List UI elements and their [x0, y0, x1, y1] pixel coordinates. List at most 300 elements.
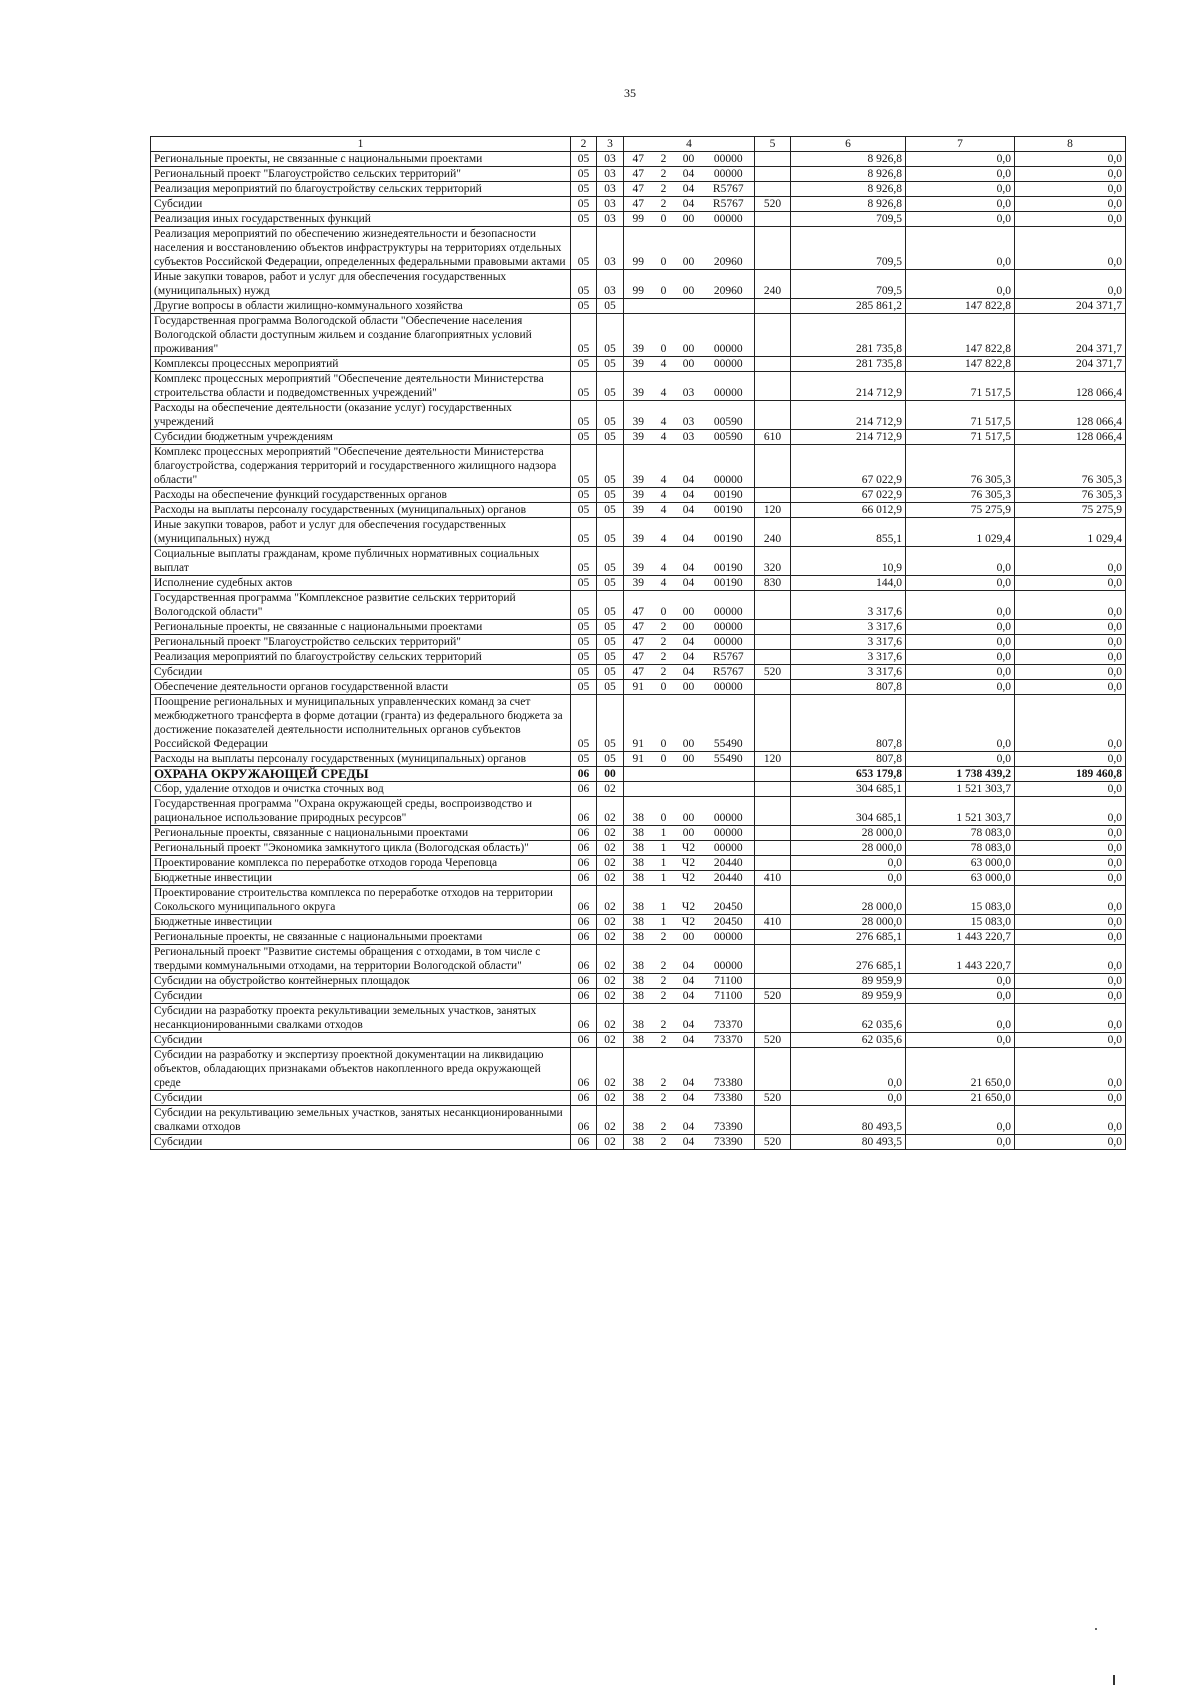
direction-code-cell: 55490	[703, 695, 755, 752]
table-row	[151, 314, 1126, 357]
project-code-cell: 04	[675, 503, 703, 518]
scan-speck	[1095, 1628, 1097, 1630]
row-name-cell: Субсидии бюджетным учреждениям	[151, 430, 571, 445]
subsection-code-cell: 05	[597, 503, 624, 518]
amount-col6-cell: 8 926,8	[791, 167, 906, 182]
section-code-cell: 05	[571, 270, 597, 299]
subsection-code-cell: 02	[597, 1004, 624, 1033]
amount-col6-cell: 28 000,0	[791, 886, 906, 915]
amount-col7-cell: 15 083,0	[906, 886, 1015, 915]
subprogram-code-cell: 4	[653, 372, 675, 401]
program-code-cell: 47	[624, 197, 653, 212]
amount-col7-cell: 0,0	[906, 650, 1015, 665]
amount-col7-cell: 1 443 220,7	[906, 945, 1015, 974]
amount-col7-cell: 21 650,0	[906, 1091, 1015, 1106]
expense-type-cell	[755, 372, 791, 401]
program-code-cell: 47	[624, 167, 653, 182]
amount-col6-cell: 276 685,1	[791, 945, 906, 974]
subprogram-code-cell: 4	[653, 430, 675, 445]
row-name-cell: Сбор, удаление отходов и очистка сточных вод	[151, 782, 571, 797]
program-code-cell: 39	[624, 518, 653, 547]
subprogram-code-cell: 0	[653, 695, 675, 752]
amount-col7-cell: 63 000,0	[906, 871, 1015, 886]
row-name-cell: Реализация иных государственных функций	[151, 212, 571, 227]
project-code-cell: 00	[675, 152, 703, 167]
direction-code-cell: 00590	[703, 401, 755, 430]
expense-type-cell	[755, 945, 791, 974]
section-code-cell: 05	[571, 445, 597, 488]
table-row	[151, 152, 1126, 167]
expense-type-cell: 520	[755, 1091, 791, 1106]
subsection-code-cell: 05	[597, 650, 624, 665]
subsection-code-cell: 05	[597, 576, 624, 591]
section-code-cell: 06	[571, 797, 597, 826]
amount-col7-cell: 0,0	[906, 665, 1015, 680]
program-code-cell: 38	[624, 1106, 653, 1135]
expense-type-cell	[755, 695, 791, 752]
section-code-cell: 05	[571, 635, 597, 650]
expense-type-cell	[755, 841, 791, 856]
direction-code-cell: 73380	[703, 1091, 755, 1106]
amount-col8-cell: 128 066,4	[1015, 401, 1126, 430]
program-code-cell: 38	[624, 1033, 653, 1048]
header-col-2: 2	[571, 137, 597, 152]
subsection-code-cell: 05	[597, 518, 624, 547]
table-row	[151, 167, 1126, 182]
subprogram-code-cell: 2	[653, 1135, 675, 1150]
program-code-cell: 39	[624, 372, 653, 401]
row-name-cell: Поощрение региональных и муниципальных управленческих команд за счет межбюджетного трансферта в форме дотации (гранта) из федерального бюджета за достижение показателей деятельности исполнительных органов субъектов Российской Федерации	[151, 695, 571, 752]
subprogram-code-cell: 2	[653, 945, 675, 974]
subprogram-code-cell: 0	[653, 752, 675, 767]
table-row	[151, 680, 1126, 695]
amount-col8-cell: 0,0	[1015, 591, 1126, 620]
table-row	[151, 357, 1126, 372]
amount-col7-cell: 78 083,0	[906, 826, 1015, 841]
project-code-cell: 00	[675, 620, 703, 635]
expense-type-cell	[755, 1048, 791, 1091]
table-row	[151, 372, 1126, 401]
section-code-cell: 06	[571, 1048, 597, 1091]
project-code-cell: 04	[675, 1135, 703, 1150]
row-name-cell: Государственная программа "Комплексное развитие сельских территорий Вологодской области"	[151, 591, 571, 620]
expense-type-cell: 410	[755, 871, 791, 886]
amount-col6-cell: 62 035,6	[791, 1004, 906, 1033]
table-row	[151, 797, 1126, 826]
program-code-cell: 38	[624, 1135, 653, 1150]
table-row	[151, 974, 1126, 989]
program-code-cell: 99	[624, 212, 653, 227]
amount-col6-cell: 285 861,2	[791, 299, 906, 314]
subsection-code-cell: 02	[597, 930, 624, 945]
direction-code-cell: 20440	[703, 871, 755, 886]
project-code-cell: Ч2	[675, 856, 703, 871]
table-row	[151, 841, 1126, 856]
budget-table	[150, 136, 1126, 1150]
direction-code-cell	[703, 782, 755, 797]
amount-col8-cell: 0,0	[1015, 680, 1126, 695]
amount-col8-cell: 189 460,8	[1015, 767, 1126, 782]
subsection-code-cell: 02	[597, 1135, 624, 1150]
amount-col6-cell: 80 493,5	[791, 1106, 906, 1135]
direction-code-cell: 00000	[703, 212, 755, 227]
row-name-cell: Реализация мероприятий по благоустройству сельских территорий	[151, 182, 571, 197]
table-row	[151, 1048, 1126, 1091]
table-row	[151, 1106, 1126, 1135]
amount-col7-cell: 0,0	[906, 547, 1015, 576]
section-code-cell: 06	[571, 782, 597, 797]
subsection-code-cell: 05	[597, 430, 624, 445]
subsection-code-cell: 05	[597, 372, 624, 401]
program-code-cell: 91	[624, 752, 653, 767]
expense-type-cell	[755, 445, 791, 488]
program-code-cell: 39	[624, 445, 653, 488]
subprogram-code-cell: 2	[653, 1033, 675, 1048]
expense-type-cell	[755, 591, 791, 620]
subprogram-code-cell: 4	[653, 547, 675, 576]
section-code-cell: 06	[571, 871, 597, 886]
subprogram-code-cell	[653, 299, 675, 314]
subprogram-code-cell: 2	[653, 620, 675, 635]
amount-col7-cell: 71 517,5	[906, 372, 1015, 401]
direction-code-cell: 73380	[703, 1048, 755, 1091]
direction-code-cell	[703, 767, 755, 782]
amount-col7-cell: 0,0	[906, 152, 1015, 167]
row-name-cell: Субсидии	[151, 1091, 571, 1106]
direction-code-cell: 00000	[703, 841, 755, 856]
expense-type-cell: 520	[755, 1135, 791, 1150]
subsection-code-cell: 05	[597, 547, 624, 576]
section-code-cell: 05	[571, 197, 597, 212]
subsection-code-cell: 02	[597, 826, 624, 841]
project-code-cell: 04	[675, 547, 703, 576]
amount-col8-cell: 0,0	[1015, 197, 1126, 212]
direction-code-cell: 00000	[703, 314, 755, 357]
amount-col8-cell: 76 305,3	[1015, 488, 1126, 503]
table-row	[151, 989, 1126, 1004]
amount-col6-cell: 62 035,6	[791, 1033, 906, 1048]
program-code-cell: 38	[624, 915, 653, 930]
table-row	[151, 270, 1126, 299]
direction-code-cell: 00000	[703, 680, 755, 695]
section-code-cell: 06	[571, 915, 597, 930]
section-code-cell: 06	[571, 1033, 597, 1048]
direction-code-cell: 00190	[703, 488, 755, 503]
page-number: 35	[624, 86, 636, 100]
expense-type-cell	[755, 797, 791, 826]
amount-col8-cell: 75 275,9	[1015, 503, 1126, 518]
amount-col6-cell: 66 012,9	[791, 503, 906, 518]
program-code-cell: 39	[624, 430, 653, 445]
subprogram-code-cell: 1	[653, 826, 675, 841]
expense-type-cell: 520	[755, 665, 791, 680]
amount-col8-cell: 0,0	[1015, 1135, 1126, 1150]
direction-code-cell: R5767	[703, 650, 755, 665]
amount-col7-cell: 71 517,5	[906, 430, 1015, 445]
direction-code-cell: R5767	[703, 665, 755, 680]
row-name-cell: Комплекс процессных мероприятий "Обеспечение деятельности Министерства благоустройства, содержания территорий и государственного жилищного надзора области"	[151, 445, 571, 488]
program-code-cell: 91	[624, 695, 653, 752]
subsection-code-cell: 05	[597, 635, 624, 650]
section-code-cell: 05	[571, 752, 597, 767]
amount-col7-cell: 147 822,8	[906, 299, 1015, 314]
amount-col6-cell: 0,0	[791, 1048, 906, 1091]
amount-col8-cell: 0,0	[1015, 1091, 1126, 1106]
expense-type-cell: 240	[755, 518, 791, 547]
section-code-cell: 05	[571, 167, 597, 182]
amount-col7-cell: 0,0	[906, 197, 1015, 212]
amount-col8-cell: 0,0	[1015, 650, 1126, 665]
program-code-cell: 47	[624, 620, 653, 635]
section-code-cell: 05	[571, 182, 597, 197]
amount-col7-cell: 0,0	[906, 182, 1015, 197]
amount-col8-cell: 0,0	[1015, 695, 1126, 752]
amount-col6-cell: 67 022,9	[791, 445, 906, 488]
amount-col7-cell: 15 083,0	[906, 915, 1015, 930]
program-code-cell: 38	[624, 856, 653, 871]
section-code-cell: 05	[571, 357, 597, 372]
row-name-cell: Расходы на выплаты персоналу государственных (муниципальных) органов	[151, 503, 571, 518]
row-name-cell: Комплексы процессных мероприятий	[151, 357, 571, 372]
project-code-cell: 03	[675, 372, 703, 401]
row-name-cell: Региональные проекты, не связанные с национальными проектами	[151, 620, 571, 635]
direction-code-cell: 00590	[703, 430, 755, 445]
expense-type-cell	[755, 488, 791, 503]
table-row	[151, 591, 1126, 620]
amount-col8-cell: 0,0	[1015, 930, 1126, 945]
amount-col8-cell: 0,0	[1015, 227, 1126, 270]
subsection-code-cell: 05	[597, 401, 624, 430]
expense-type-cell	[755, 826, 791, 841]
program-code-cell: 38	[624, 841, 653, 856]
direction-code-cell: 73390	[703, 1106, 755, 1135]
program-code-cell: 47	[624, 665, 653, 680]
table-row	[151, 488, 1126, 503]
direction-code-cell: 00000	[703, 372, 755, 401]
section-code-cell: 06	[571, 841, 597, 856]
amount-col6-cell: 0,0	[791, 871, 906, 886]
row-name-cell: Региональные проекты, не связанные с национальными проектами	[151, 930, 571, 945]
section-code-cell: 05	[571, 401, 597, 430]
expense-type-cell	[755, 167, 791, 182]
amount-col6-cell: 276 685,1	[791, 930, 906, 945]
section-code-cell: 05	[571, 576, 597, 591]
program-code-cell: 39	[624, 488, 653, 503]
subprogram-code-cell: 4	[653, 518, 675, 547]
expense-type-cell	[755, 680, 791, 695]
subprogram-code-cell: 2	[653, 1106, 675, 1135]
subprogram-code-cell: 1	[653, 871, 675, 886]
table-row	[151, 1033, 1126, 1048]
subsection-code-cell: 02	[597, 1048, 624, 1091]
subsection-code-cell: 03	[597, 212, 624, 227]
program-code-cell: 38	[624, 826, 653, 841]
program-code-cell: 38	[624, 1091, 653, 1106]
amount-col8-cell: 0,0	[1015, 871, 1126, 886]
direction-code-cell: 00000	[703, 152, 755, 167]
project-code-cell: 00	[675, 695, 703, 752]
amount-col8-cell: 1 029,4	[1015, 518, 1126, 547]
amount-col8-cell: 204 371,7	[1015, 357, 1126, 372]
subprogram-code-cell: 4	[653, 488, 675, 503]
project-code-cell: 00	[675, 680, 703, 695]
program-code-cell: 38	[624, 945, 653, 974]
row-name-cell: Субсидии на разработку проекта рекультивации земельных участков, занятых несанкционированными свалками отходов	[151, 1004, 571, 1033]
subprogram-code-cell: 2	[653, 974, 675, 989]
subsection-code-cell: 02	[597, 871, 624, 886]
table-row	[151, 650, 1126, 665]
direction-code-cell: 71100	[703, 989, 755, 1004]
expense-type-cell: 120	[755, 752, 791, 767]
header-col-4: 4	[624, 137, 755, 152]
table-body	[151, 152, 1126, 1150]
direction-code-cell	[703, 299, 755, 314]
subsection-code-cell: 02	[597, 1033, 624, 1048]
project-code-cell: 03	[675, 430, 703, 445]
amount-col7-cell: 0,0	[906, 1004, 1015, 1033]
expense-type-cell	[755, 886, 791, 915]
amount-col8-cell: 0,0	[1015, 989, 1126, 1004]
expense-type-cell	[755, 1004, 791, 1033]
subprogram-code-cell: 0	[653, 797, 675, 826]
subsection-code-cell: 05	[597, 314, 624, 357]
direction-code-cell: R5767	[703, 197, 755, 212]
subprogram-code-cell: 2	[653, 989, 675, 1004]
row-name-cell: Субсидии на обустройство контейнерных площадок	[151, 974, 571, 989]
project-code-cell: 00	[675, 591, 703, 620]
amount-col6-cell: 281 735,8	[791, 357, 906, 372]
subprogram-code-cell: 0	[653, 314, 675, 357]
table-row	[151, 930, 1126, 945]
program-code-cell	[624, 767, 653, 782]
amount-col6-cell: 10,9	[791, 547, 906, 576]
program-code-cell: 38	[624, 1004, 653, 1033]
table-row	[151, 752, 1126, 767]
program-code-cell: 47	[624, 182, 653, 197]
subsection-code-cell: 05	[597, 752, 624, 767]
amount-col8-cell: 0,0	[1015, 782, 1126, 797]
section-code-cell: 05	[571, 620, 597, 635]
amount-col6-cell: 3 317,6	[791, 650, 906, 665]
amount-col7-cell: 1 443 220,7	[906, 930, 1015, 945]
amount-col6-cell: 0,0	[791, 1091, 906, 1106]
expense-type-cell	[755, 1106, 791, 1135]
amount-col7-cell: 0,0	[906, 1106, 1015, 1135]
project-code-cell: 00	[675, 930, 703, 945]
table-row	[151, 445, 1126, 488]
section-code-cell: 05	[571, 665, 597, 680]
direction-code-cell: 20960	[703, 227, 755, 270]
row-name-cell: Иные закупки товаров, работ и услуг для обеспечения государственных (муниципальных) нужд	[151, 270, 571, 299]
amount-col8-cell: 0,0	[1015, 1106, 1126, 1135]
subsection-code-cell: 02	[597, 797, 624, 826]
direction-code-cell: 73390	[703, 1135, 755, 1150]
project-code-cell: 04	[675, 488, 703, 503]
direction-code-cell: 73370	[703, 1033, 755, 1048]
direction-code-cell: 00000	[703, 167, 755, 182]
row-name-cell: Социальные выплаты гражданам, кроме публичных нормативных социальных выплат	[151, 547, 571, 576]
header-col-5: 5	[755, 137, 791, 152]
row-name-cell: Субсидии на разработку и экспертизу проектной документации на ликвидацию объектов, обладающих признаками объектов накопленного вреда окружающей среде	[151, 1048, 571, 1091]
table-row	[151, 518, 1126, 547]
subprogram-code-cell: 1	[653, 915, 675, 930]
section-code-cell: 06	[571, 886, 597, 915]
section-code-cell: 06	[571, 1004, 597, 1033]
amount-col6-cell: 3 317,6	[791, 591, 906, 620]
direction-code-cell: 00000	[703, 797, 755, 826]
project-code-cell: 04	[675, 989, 703, 1004]
header-col-3: 3	[597, 137, 624, 152]
table-row	[151, 1091, 1126, 1106]
subprogram-code-cell: 4	[653, 401, 675, 430]
row-name-cell: Субсидии	[151, 1033, 571, 1048]
amount-col6-cell: 807,8	[791, 695, 906, 752]
table-row	[151, 227, 1126, 270]
amount-col6-cell: 214 712,9	[791, 430, 906, 445]
subsection-code-cell: 02	[597, 1091, 624, 1106]
subsection-code-cell: 02	[597, 989, 624, 1004]
program-code-cell: 39	[624, 357, 653, 372]
header-col-1: 1	[151, 137, 571, 152]
subsection-code-cell: 03	[597, 227, 624, 270]
amount-col8-cell: 0,0	[1015, 856, 1126, 871]
table-row	[151, 576, 1126, 591]
amount-col7-cell: 0,0	[906, 576, 1015, 591]
amount-col7-cell: 21 650,0	[906, 1048, 1015, 1091]
row-name-cell: Комплекс процессных мероприятий "Обеспечение деятельности Министерства строительства области и подведомственных учреждений"	[151, 372, 571, 401]
table-row	[151, 1135, 1126, 1150]
table-header-row	[151, 137, 1126, 152]
table-row	[151, 1004, 1126, 1033]
expense-type-cell	[755, 856, 791, 871]
expense-type-cell: 830	[755, 576, 791, 591]
project-code-cell: 04	[675, 1106, 703, 1135]
expense-type-cell	[755, 767, 791, 782]
row-name-cell: Региональный проект "Благоустройство сельских территорий"	[151, 167, 571, 182]
program-code-cell: 47	[624, 591, 653, 620]
amount-col6-cell: 8 926,8	[791, 152, 906, 167]
amount-col7-cell: 0,0	[906, 167, 1015, 182]
row-name-cell: Реализация мероприятий по обеспечению жизнедеятельности и безопасности населения и восстановлению объектов инфраструктуры на территориях отдельных субъектов Российской Федерации, определенных федеральными правовыми актами	[151, 227, 571, 270]
subprogram-code-cell: 0	[653, 270, 675, 299]
section-code-cell: 06	[571, 1106, 597, 1135]
expense-type-cell: 120	[755, 503, 791, 518]
program-code-cell	[624, 782, 653, 797]
subprogram-code-cell: 0	[653, 591, 675, 620]
row-name-cell: Региональный проект "Экономика замкнутого цикла (Вологодская область)"	[151, 841, 571, 856]
subsection-code-cell: 02	[597, 1106, 624, 1135]
amount-col7-cell: 0,0	[906, 695, 1015, 752]
direction-code-cell: 55490	[703, 752, 755, 767]
table-row	[151, 695, 1126, 752]
amount-col8-cell: 0,0	[1015, 1033, 1126, 1048]
amount-col8-cell: 0,0	[1015, 974, 1126, 989]
row-name-cell: Бюджетные инвестиции	[151, 871, 571, 886]
expense-type-cell: 320	[755, 547, 791, 576]
amount-col7-cell: 147 822,8	[906, 314, 1015, 357]
program-code-cell: 47	[624, 650, 653, 665]
row-name-cell: Региональный проект "Развитие системы обращения с отходами, в том числе с твердыми коммунальными отходами, на территории Вологодской области"	[151, 945, 571, 974]
expense-type-cell	[755, 620, 791, 635]
row-name-cell: Другие вопросы в области жилищно-коммунального хозяйства	[151, 299, 571, 314]
amount-col7-cell: 1 521 303,7	[906, 797, 1015, 826]
project-code-cell: 04	[675, 1048, 703, 1091]
expense-type-cell: 610	[755, 430, 791, 445]
subprogram-code-cell: 4	[653, 445, 675, 488]
direction-code-cell: 00000	[703, 945, 755, 974]
amount-col7-cell: 75 275,9	[906, 503, 1015, 518]
direction-code-cell: 00000	[703, 591, 755, 620]
